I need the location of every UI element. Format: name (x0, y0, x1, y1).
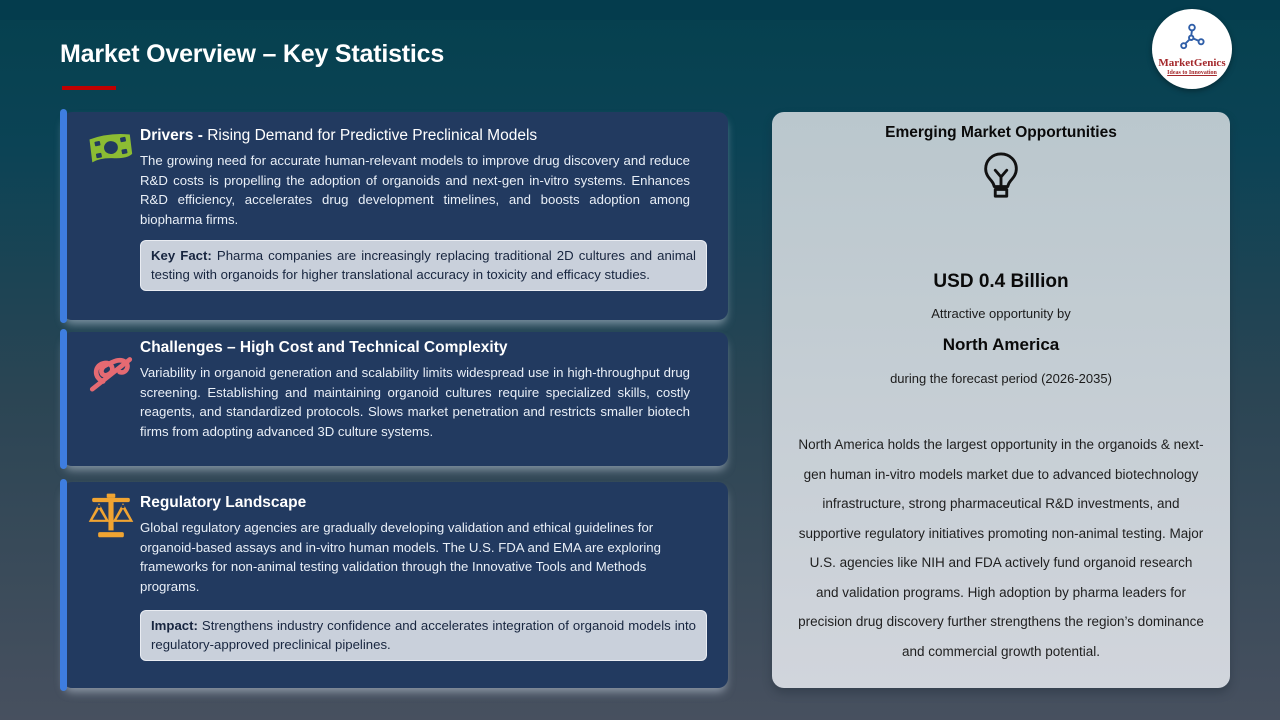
card-accent-bar (60, 109, 67, 323)
scales-icon (80, 492, 142, 538)
challenges-card (62, 332, 728, 466)
lightbulb-icon (772, 150, 1230, 202)
title-underline (62, 86, 116, 90)
knot-icon (80, 348, 142, 396)
emerging-opportunities-panel (772, 112, 1230, 688)
opportunity-prefix: Attractive opportunity by (931, 306, 1071, 321)
opportunity-value: USD 0.4 Billion (933, 271, 1069, 292)
opportunity-region: North America (942, 335, 1060, 354)
opportunity-period: during the forecast period (2026-2035) (890, 371, 1112, 386)
regulatory-card-title: Regulatory Landscape (140, 494, 307, 511)
opportunity-description: North America holds the largest opportunity in the organoids & next-gen human in-vitro models market due to advanced biotechnology infrastructure, strong pharmaceutical R&D investments, and supportive regulatory initiatives promoting non-animal testing. Major U.S. agencies like NIH and FDA actively fund organoid research and validation programs. High adoption by pharma leaders for precision drug discovery further strengthens the region’s dominance and commercial growth potential. (798, 437, 1204, 659)
challenges-card-body: Variability in organoid generation and scalability limits widespread use in high-throughput drug screening. Establishing and maintaining organoid cultures require specialized skills, costly reagents, and standardized protocols. Slows market penetration and restricts smaller biotech firms from adopting advanced 3D culture systems. (140, 365, 690, 439)
top-accent-bar (0, 0, 1280, 20)
molecule-icon (1176, 22, 1208, 57)
banknote-icon (80, 129, 142, 167)
regulatory-card-body: Global regulatory agencies are gradually developing validation and ethical guidelines for organoid-based assays and in-vitro human models. The U.S. FDA and EMA are exploring frameworks for non-animal testing validation through the Innovative Tools and Methods programs. (140, 520, 661, 594)
panel-heading: Emerging Market Opportunities (885, 124, 1117, 141)
logo-name: MarketGenics (1158, 57, 1226, 69)
logo-tagline: Ideas to Innovation (1167, 70, 1217, 76)
card-accent-bar (60, 329, 67, 469)
impact-callout: Impact: Strengthens industry confidence and accelerates integration of organoid models into regulatory-approved preclinical pipelines. (140, 610, 707, 661)
marketgenics-logo (1152, 9, 1232, 89)
drivers-card-title: Drivers - Rising Demand for Predictive Preclinical Models (140, 127, 538, 144)
regulatory-card (62, 482, 728, 688)
drivers-card (62, 112, 728, 320)
drivers-card-body: The growing need for accurate human-relevant models to improve drug discovery and reduce R&D costs is propelling the adoption of organoids and next-gen in-vitro systems. Enhances R&D efficiency, accelerates drug development timelines, and boosts adoption among biopharma firms. (140, 153, 690, 227)
key-fact-callout: Key Fact: Pharma companies are increasingly replacing traditional 2D cultures and animal testing with organoids for higher translational accuracy in toxicity and efficacy studies. (140, 240, 707, 291)
card-accent-bar (60, 479, 67, 691)
page-title: Market Overview – Key Statistics (60, 40, 445, 68)
challenges-card-title: Challenges – High Cost and Technical Complexity (140, 339, 508, 356)
